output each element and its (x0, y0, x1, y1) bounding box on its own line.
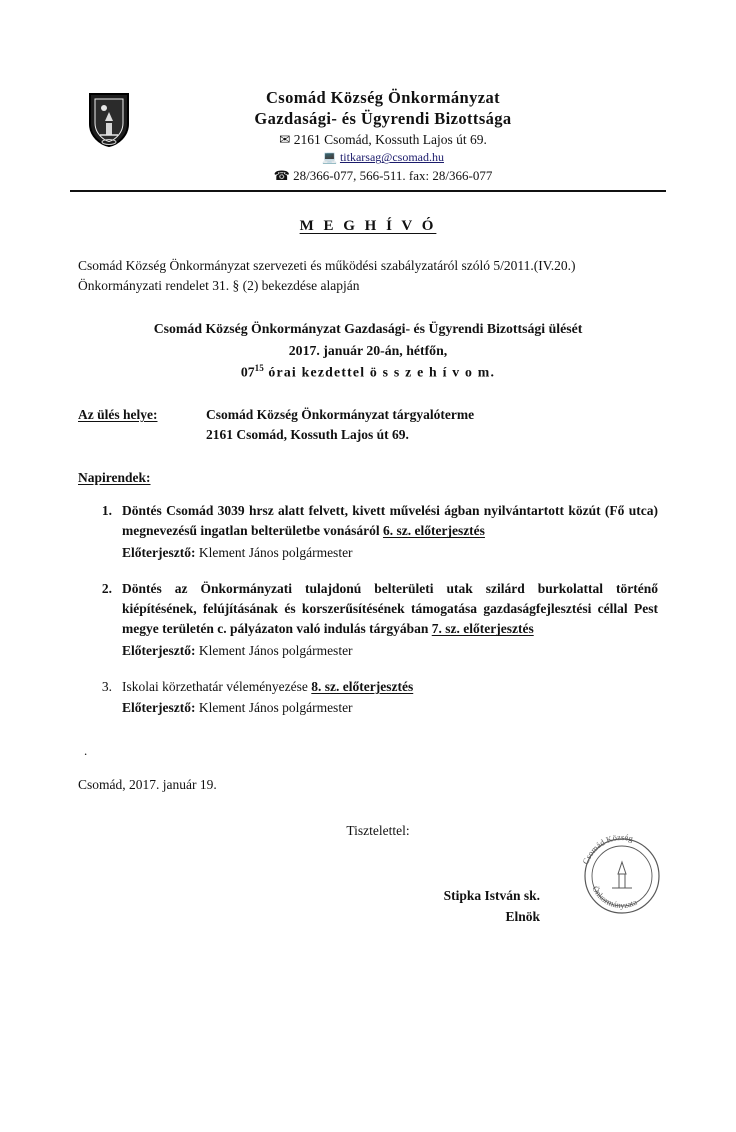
meeting-announcement (78, 318, 658, 383)
header-divider (70, 190, 666, 192)
agenda-item-reference: 7. sz. előterjesztés (431, 621, 534, 637)
phone-text: 28/366-077, 566-511. fax: 28/366-077 (293, 167, 493, 183)
agenda-item-reference: 8. sz. előterjesztés (311, 678, 414, 694)
intro-line-1: Csomád Község Önkormányzat szervezeti és működési szabályzatáról szóló 5/2011.(IV.20.) (78, 257, 576, 273)
list-item (78, 677, 658, 719)
agenda-item-number: 2. (101, 580, 112, 596)
agenda-item-text (122, 579, 658, 640)
computer-icon: 💻 (322, 150, 337, 165)
intro-paragraph (78, 256, 658, 297)
page-title: M E G H Í V Ó (299, 218, 437, 235)
agenda-item-number: 1. (101, 503, 112, 519)
agenda-item-text (122, 677, 658, 697)
list-item (78, 579, 658, 661)
agenda-heading: Napirendek: (78, 469, 151, 485)
signature-name: Stipka István sk. (443, 888, 540, 904)
address-line (100, 131, 666, 149)
signature-title: Elnök (505, 908, 540, 924)
meeting-minutes: 15 (254, 363, 264, 374)
agenda-item-title: Döntés az Önkormányzati tulajdonú belterületi utak szilárd burkolattal történő kiépítésének, felújításának és korszerűsítésének támogatása gazdaságfejlesztési céllal Pest megye területén c. pályázaton való indulás tárgyában (122, 580, 658, 637)
agenda-item-text (122, 501, 658, 542)
agenda-item-body (122, 579, 658, 661)
meeting-place-line-1: Csomád Község Önkormányzat tárgyalóterme (206, 407, 475, 423)
meeting-hour: 07 (240, 364, 255, 380)
meeting-line-2: 2017. január 20-án, hétfőn, (288, 342, 448, 358)
organization-name-line2: Gazdasági- és Ügyrendi Bizottsága (254, 108, 512, 128)
presenter-label: Előterjesztő: (122, 642, 196, 658)
agenda-item-presenter (122, 698, 658, 718)
document-page (0, 88, 736, 1132)
meeting-place (78, 405, 658, 446)
envelope-icon: ✉ (279, 132, 291, 148)
phone-line (100, 167, 666, 185)
meeting-line-1: Csomád Község Önkormányzat Gazdasági- és Ügyrendi Bizottsági ülését (153, 321, 583, 337)
intro-line-2: Önkormányzati rendelet 31. § (2) bekezdése alapján (78, 278, 360, 294)
agenda-list (78, 501, 658, 718)
letterhead-text (70, 88, 666, 184)
meeting-place-label: Az ülés helye: (78, 407, 158, 423)
meeting-place-line-2: 2161 Csomád, Kossuth Lajos út 69. (206, 427, 409, 443)
agenda-item-number: 3. (101, 678, 112, 694)
meeting-call-text: órai kezdettel ö s s z e h í v o m. (263, 364, 496, 380)
svg-text:Önkormányzata: Önkormányzata (590, 884, 639, 911)
agenda-item-title: Iskolai körzethatár véleményezése (122, 678, 312, 694)
closing-regards: Tisztelettel: (346, 822, 410, 838)
organization-name-line1: Csomád Község Önkormányzat (265, 88, 501, 107)
agenda-item-reference: 6. sz. előterjesztés (382, 523, 485, 539)
svg-text:Csomád Község: Csomád Község (580, 831, 635, 866)
address-text: 2161 Csomád, Kossuth Lajos út 69. (293, 132, 487, 148)
meeting-line-3 (78, 361, 658, 383)
agenda-item-body (122, 501, 658, 563)
email-line (100, 149, 666, 165)
presenter-name: Klement János polgármester (195, 544, 353, 560)
agenda-item-presenter (122, 543, 658, 563)
official-seal-stamp (574, 828, 670, 924)
coat-of-arms-icon (88, 92, 130, 148)
date-line: Csomád, 2017. január 19. (78, 777, 217, 793)
telephone-icon: ☎ (273, 167, 290, 183)
letterhead (70, 88, 666, 184)
email-link[interactable]: titkarsag@csomad.hu (339, 150, 444, 165)
signature-block (78, 886, 658, 927)
presenter-label: Előterjesztő: (122, 544, 196, 560)
document-body (78, 216, 658, 927)
agenda-item-presenter (122, 641, 658, 661)
presenter-name: Klement János polgármester (195, 700, 353, 716)
presenter-label: Előterjesztő: (122, 700, 196, 716)
stray-mark: . (84, 743, 88, 759)
meeting-place-value (206, 405, 474, 446)
agenda-item-body (122, 677, 658, 719)
list-item (78, 501, 658, 563)
agenda-item-title: Döntés Csomád 3039 hrsz alatt felvett, kivett művelési ágban nyilvántartott közút (Fő utca) megnevezésű ingatlan belterületbe vonásáról (122, 503, 658, 539)
presenter-name: Klement János polgármester (195, 642, 353, 658)
